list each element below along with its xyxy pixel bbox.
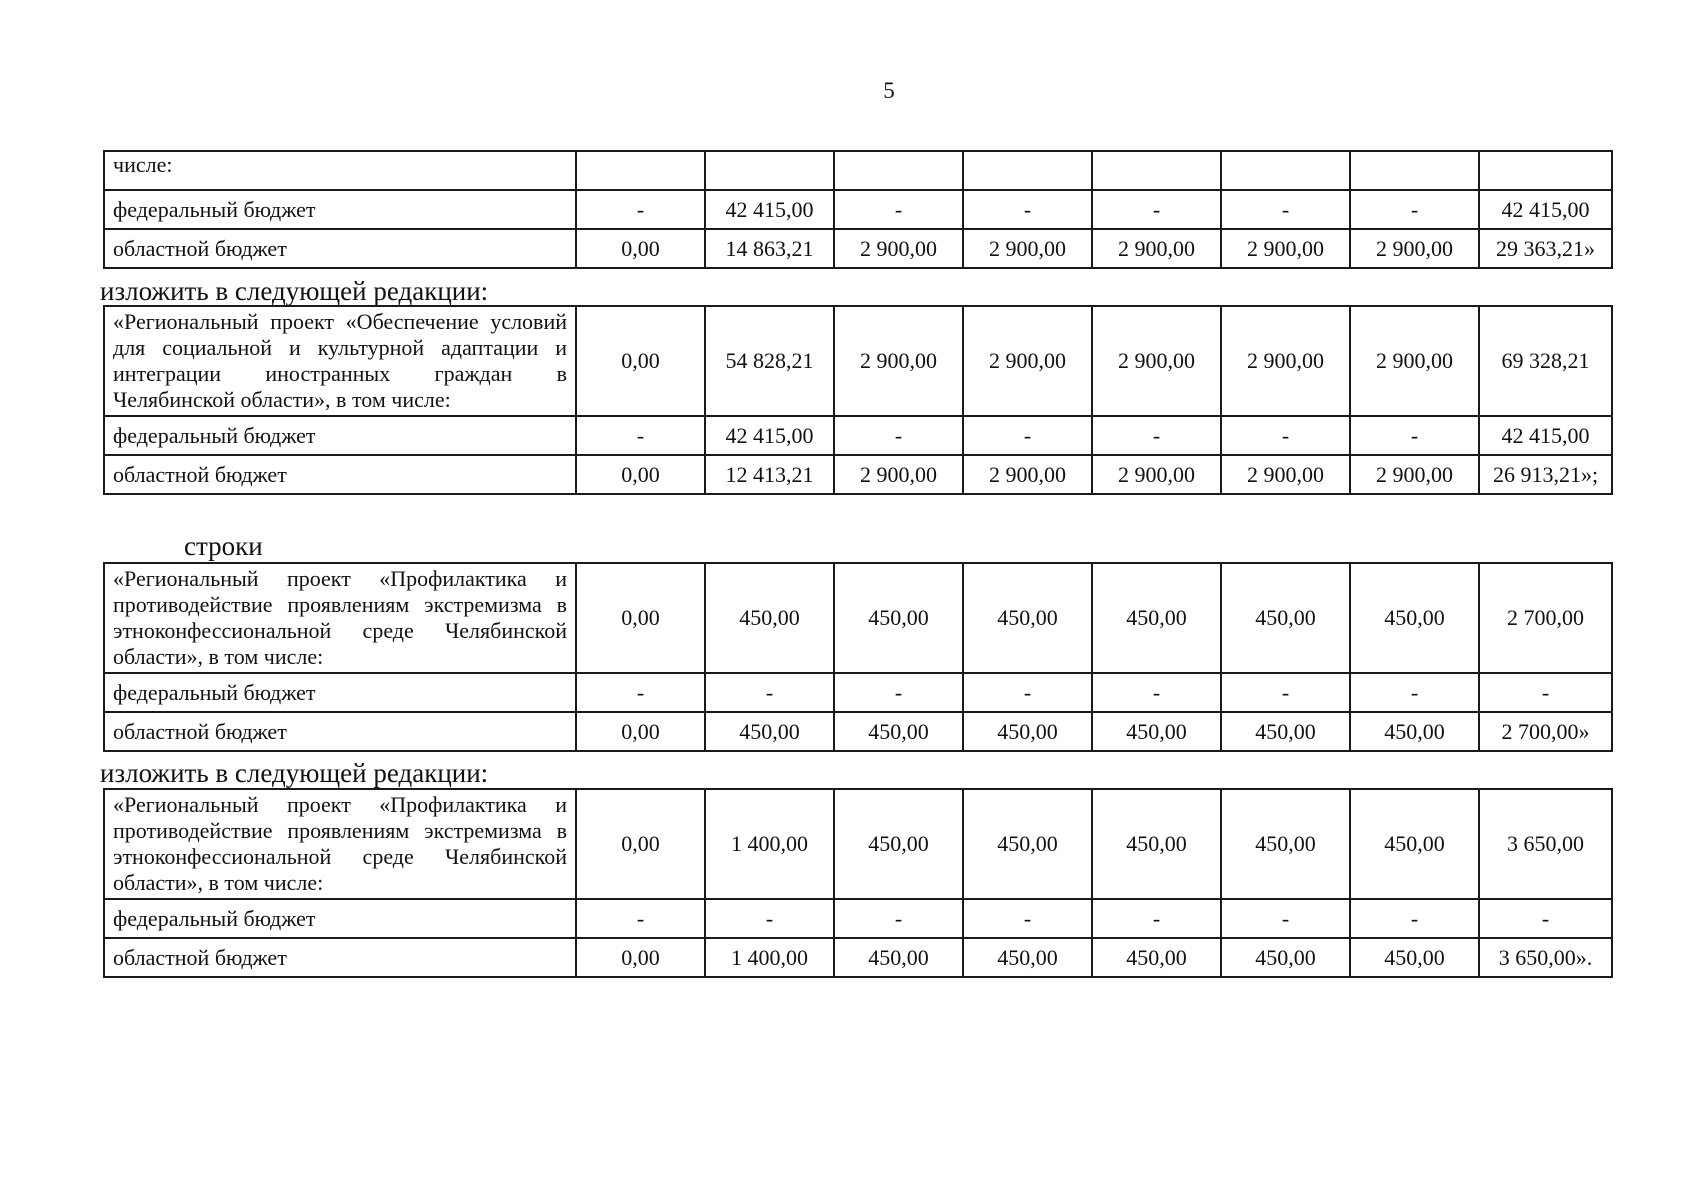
cell-value: 54 828,21 xyxy=(705,306,834,416)
row-label: федеральный бюджет xyxy=(104,673,576,712)
cell-value: 14 863,21 xyxy=(705,229,834,268)
cell-value: 2 700,00» xyxy=(1479,712,1612,751)
cell-value: 0,00 xyxy=(576,455,705,494)
cell-value: 1 400,00 xyxy=(705,789,834,899)
table-row xyxy=(104,151,1612,190)
cell-value: - xyxy=(1092,416,1221,455)
cell-value: 42 415,00 xyxy=(705,190,834,229)
table-row xyxy=(104,789,1612,899)
cell-value: 2 900,00 xyxy=(834,455,963,494)
table-row xyxy=(104,938,1612,977)
row-label: федеральный бюджет xyxy=(104,190,576,229)
cell-value: - xyxy=(705,899,834,938)
cell-value: 1 400,00 xyxy=(705,938,834,977)
cell-value: - xyxy=(963,673,1092,712)
cell-value: 450,00 xyxy=(705,712,834,751)
cell-value: 0,00 xyxy=(576,938,705,977)
row-label: «Региональный проект «Профилактика и противодействие проявлениям экстремизма в этноконфессиональной среде Челябинской области», в том числе: xyxy=(104,563,576,673)
cell-value: 3 650,00». xyxy=(1479,938,1612,977)
cell-value: 450,00 xyxy=(1092,563,1221,673)
cell-value: - xyxy=(1479,899,1612,938)
cell-value: - xyxy=(834,899,963,938)
cell-value: 450,00 xyxy=(834,789,963,899)
row-label: областной бюджет xyxy=(104,712,576,751)
row-label: областной бюджет xyxy=(104,229,576,268)
cell-value: - xyxy=(963,899,1092,938)
table-row xyxy=(104,455,1612,494)
row-label: областной бюджет xyxy=(104,455,576,494)
cell-value: 2 900,00 xyxy=(1221,229,1350,268)
cell-value: - xyxy=(1092,899,1221,938)
table-row xyxy=(104,712,1612,751)
cell-value: 3 650,00 xyxy=(1479,789,1612,899)
cell-value: 450,00 xyxy=(1221,563,1350,673)
cell-value: 0,00 xyxy=(576,306,705,416)
budget-table-new-1 xyxy=(103,305,1613,495)
cell-value: 2 900,00 xyxy=(1221,306,1350,416)
cell-value: 0,00 xyxy=(576,712,705,751)
table-row xyxy=(104,306,1612,416)
cell-value: 26 913,21»; xyxy=(1479,455,1612,494)
budget-table-old-1 xyxy=(103,150,1613,269)
cell-value: 450,00 xyxy=(1350,563,1479,673)
cell-value: 450,00 xyxy=(1350,789,1479,899)
cell-value xyxy=(1350,151,1479,190)
cell-value: 2 900,00 xyxy=(834,306,963,416)
cell-value: - xyxy=(576,416,705,455)
cell-value: - xyxy=(576,899,705,938)
cell-value: - xyxy=(963,190,1092,229)
table-row xyxy=(104,673,1612,712)
cell-value: 2 900,00 xyxy=(1092,455,1221,494)
cell-value: 0,00 xyxy=(576,229,705,268)
cell-value: 2 900,00 xyxy=(963,455,1092,494)
cell-value: 450,00 xyxy=(1221,712,1350,751)
cell-value: 450,00 xyxy=(834,563,963,673)
table-row xyxy=(104,563,1612,673)
cell-value xyxy=(705,151,834,190)
cell-value: - xyxy=(576,673,705,712)
cell-value: - xyxy=(1221,673,1350,712)
cell-value: - xyxy=(1221,190,1350,229)
cell-value: - xyxy=(576,190,705,229)
cell-value: 2 900,00 xyxy=(963,306,1092,416)
cell-value: - xyxy=(834,190,963,229)
cell-value: 2 700,00 xyxy=(1479,563,1612,673)
cell-value: 450,00 xyxy=(1092,712,1221,751)
instruction-phrase: изложить в следующей редакции: xyxy=(100,758,489,788)
cell-value: 12 413,21 xyxy=(705,455,834,494)
cell-value: 450,00 xyxy=(1092,789,1221,899)
cell-value: 450,00 xyxy=(963,789,1092,899)
cell-value: - xyxy=(1221,416,1350,455)
cell-value: 450,00 xyxy=(834,712,963,751)
table-row xyxy=(104,899,1612,938)
cell-value: 450,00 xyxy=(963,938,1092,977)
cell-value: 2 900,00 xyxy=(834,229,963,268)
cell-value xyxy=(1479,151,1612,190)
row-label: областной бюджет xyxy=(104,938,576,977)
cell-value: 450,00 xyxy=(1350,938,1479,977)
cell-value: 450,00 xyxy=(834,938,963,977)
cell-value: - xyxy=(705,673,834,712)
cell-value: - xyxy=(1350,416,1479,455)
cell-value: 42 415,00 xyxy=(705,416,834,455)
cell-value: - xyxy=(963,416,1092,455)
table-row xyxy=(104,190,1612,229)
table-row xyxy=(104,416,1612,455)
cell-value: 2 900,00 xyxy=(1092,229,1221,268)
cell-value: 29 363,21» xyxy=(1479,229,1612,268)
cell-value: 0,00 xyxy=(576,563,705,673)
row-label: «Региональный проект «Обеспечение условий для социальной и культурной адаптации и интеграции иностранных граждан в Челябинской области», в том числе: xyxy=(104,306,576,416)
cell-value: 2 900,00 xyxy=(1092,306,1221,416)
budget-table-old-2 xyxy=(103,562,1613,752)
cell-value: 2 900,00 xyxy=(1350,455,1479,494)
cell-value: - xyxy=(1350,899,1479,938)
row-label: федеральный бюджет xyxy=(104,899,576,938)
instruction-phrase: изложить в следующей редакции: xyxy=(100,276,489,306)
cell-value: 450,00 xyxy=(963,712,1092,751)
cell-value: 2 900,00 xyxy=(1221,455,1350,494)
cell-value: 450,00 xyxy=(1350,712,1479,751)
cell-value: 42 415,00 xyxy=(1479,190,1612,229)
cell-value: 450,00 xyxy=(1221,938,1350,977)
row-label: «Региональный проект «Профилактика и противодействие проявлениям экстремизма в этноконфессиональной среде Челябинской области», в том числе: xyxy=(104,789,576,899)
cell-value xyxy=(963,151,1092,190)
cell-value: 2 900,00 xyxy=(963,229,1092,268)
cell-value: - xyxy=(1350,673,1479,712)
cell-value: 450,00 xyxy=(705,563,834,673)
budget-table-new-2 xyxy=(103,788,1613,978)
cell-value: 2 900,00 xyxy=(1350,229,1479,268)
cell-value: 0,00 xyxy=(576,789,705,899)
cell-value: 450,00 xyxy=(963,563,1092,673)
cell-value xyxy=(1092,151,1221,190)
row-label: федеральный бюджет xyxy=(104,416,576,455)
cell-value: 42 415,00 xyxy=(1479,416,1612,455)
cell-value xyxy=(834,151,963,190)
cell-value: - xyxy=(1092,673,1221,712)
cell-value: - xyxy=(834,673,963,712)
cell-value xyxy=(576,151,705,190)
cell-value: - xyxy=(1350,190,1479,229)
cell-value: 2 900,00 xyxy=(1350,306,1479,416)
row-label: числе: xyxy=(104,151,576,190)
cell-value: 450,00 xyxy=(1092,938,1221,977)
instruction-phrase: строки xyxy=(184,531,263,561)
cell-value: 450,00 xyxy=(1221,789,1350,899)
cell-value: - xyxy=(1479,673,1612,712)
cell-value: - xyxy=(1092,190,1221,229)
cell-value: - xyxy=(834,416,963,455)
cell-value: 69 328,21 xyxy=(1479,306,1612,416)
cell-value xyxy=(1221,151,1350,190)
cell-value: - xyxy=(1221,899,1350,938)
table-row xyxy=(104,229,1612,268)
page-number: 5 xyxy=(883,78,895,103)
